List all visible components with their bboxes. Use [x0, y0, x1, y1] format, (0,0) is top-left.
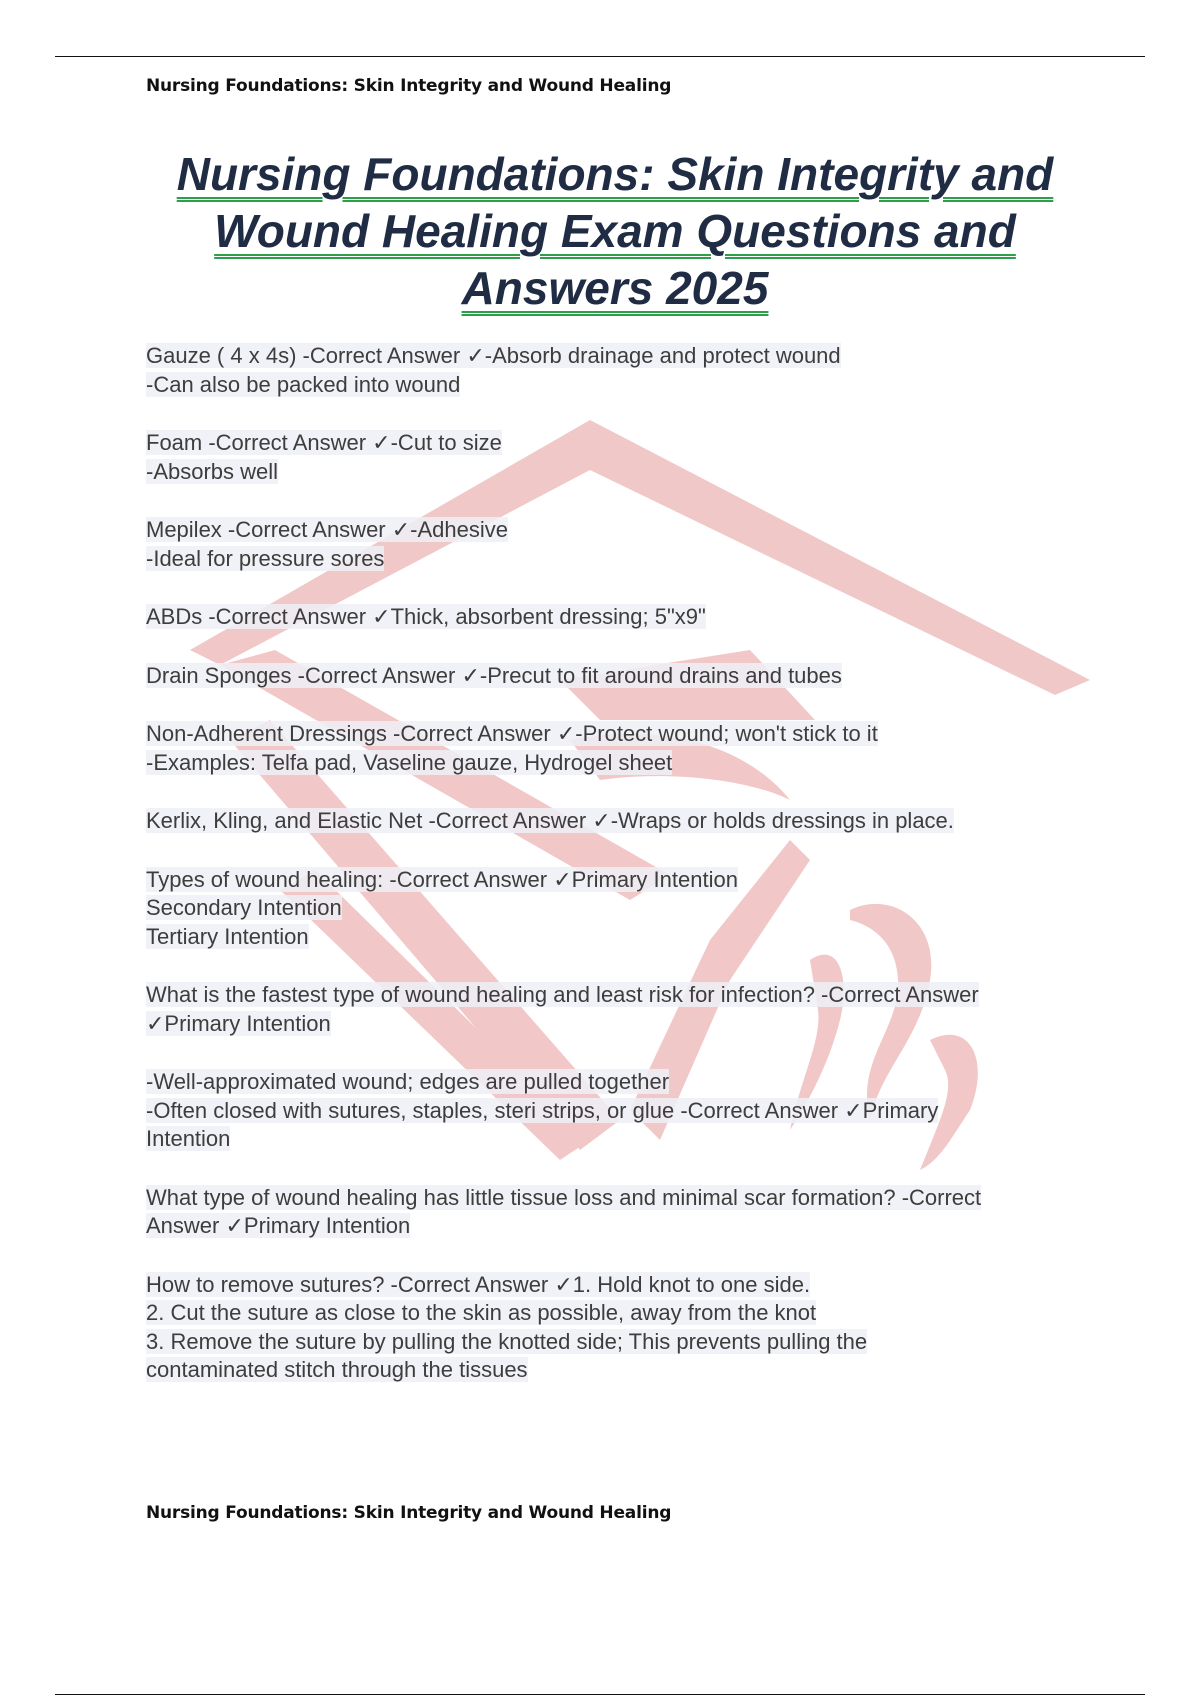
running-header: Nursing Foundations: Skin Integrity and Wound Healing — [146, 76, 672, 96]
entry-line: ✓Primary Intention — [146, 1010, 331, 1036]
qa-entry-remove-sutures — [146, 1271, 1086, 1385]
entry-line: Tertiary Intention — [146, 923, 309, 949]
title-line-2: Wound Healing Exam Questions and — [214, 205, 1016, 257]
entry-line: -Ideal for pressure sores — [146, 545, 385, 571]
qa-entry-drain-sponges — [146, 662, 1086, 691]
entry-line: How to remove sutures? -Correct Answer ✓1. Hold knot to one side. — [146, 1271, 811, 1297]
entry-line: 3. Remove the suture by pulling the knotted side; This prevents pulling the — [146, 1328, 868, 1354]
running-footer: Nursing Foundations: Skin Integrity and Wound Healing — [146, 1503, 672, 1523]
entry-line: -Often closed with sutures, staples, steri strips, or glue -Correct Answer ✓Primary — [146, 1097, 939, 1123]
qa-content — [146, 342, 1086, 1415]
entry-line: -Absorbs well — [146, 458, 279, 484]
entry-line: Intention — [146, 1126, 231, 1151]
top-rule — [55, 56, 1145, 57]
entry-line: What type of wound healing has little tissue loss and minimal scar formation? -Correct — [146, 1184, 982, 1210]
title-line-1: Nursing Foundations: Skin Integrity and — [176, 148, 1054, 200]
qa-entry-types-healing — [146, 866, 1086, 952]
entry-line: What is the fastest type of wound healing and least risk for infection? -Correct Answer — [146, 982, 979, 1007]
title-line-3: Answers 2025 — [461, 262, 769, 314]
entry-line: Foam -Correct Answer ✓-Cut to size — [146, 430, 502, 455]
entry-line: Answer ✓Primary Intention — [146, 1213, 411, 1238]
entry-line: Types of wound healing: -Correct Answer ✓Primary Intention — [146, 866, 738, 892]
entry-line: contaminated stitch through the tissues — [146, 1357, 528, 1382]
entry-line: Secondary Intention — [146, 895, 342, 920]
entry-line: Drain Sponges -Correct Answer ✓-Precut to fit around drains and tubes — [146, 662, 842, 688]
entry-line: Mepilex -Correct Answer ✓-Adhesive — [146, 517, 509, 542]
entry-line: 2. Cut the suture as close to the skin as possible, away from the knot — [146, 1300, 817, 1325]
entry-line: -Well-approximated wound; edges are pulled together — [146, 1069, 670, 1094]
qa-entry-little-tissue-loss — [146, 1184, 1086, 1241]
entry-line: -Examples: Telfa pad, Vaseline gauze, Hydrogel sheet — [146, 749, 673, 775]
entry-line: Kerlix, Kling, and Elastic Net -Correct Answer ✓-Wraps or holds dressings in place. — [146, 808, 954, 833]
bottom-rule — [55, 1694, 1145, 1695]
qa-entry-well-approximated — [146, 1068, 1086, 1154]
qa-entry-mepilex — [146, 516, 1086, 573]
qa-entry-kerlix — [146, 807, 1086, 836]
qa-entry-abds — [146, 603, 1086, 632]
entry-line: ABDs -Correct Answer ✓Thick, absorbent dressing; 5"x9" — [146, 604, 706, 629]
entry-line: Gauze ( 4 x 4s) -Correct Answer ✓-Absorb drainage and protect wound — [146, 343, 841, 368]
entry-line: Non-Adherent Dressings -Correct Answer ✓-Protect wound; won't stick to it — [146, 721, 878, 746]
entry-line: -Can also be packed into wound — [146, 371, 461, 397]
qa-entry-foam — [146, 429, 1086, 486]
document-title — [120, 146, 1110, 317]
qa-entry-non-adherent — [146, 720, 1086, 777]
qa-entry-gauze — [146, 342, 1086, 399]
qa-entry-fastest-healing — [146, 981, 1086, 1038]
